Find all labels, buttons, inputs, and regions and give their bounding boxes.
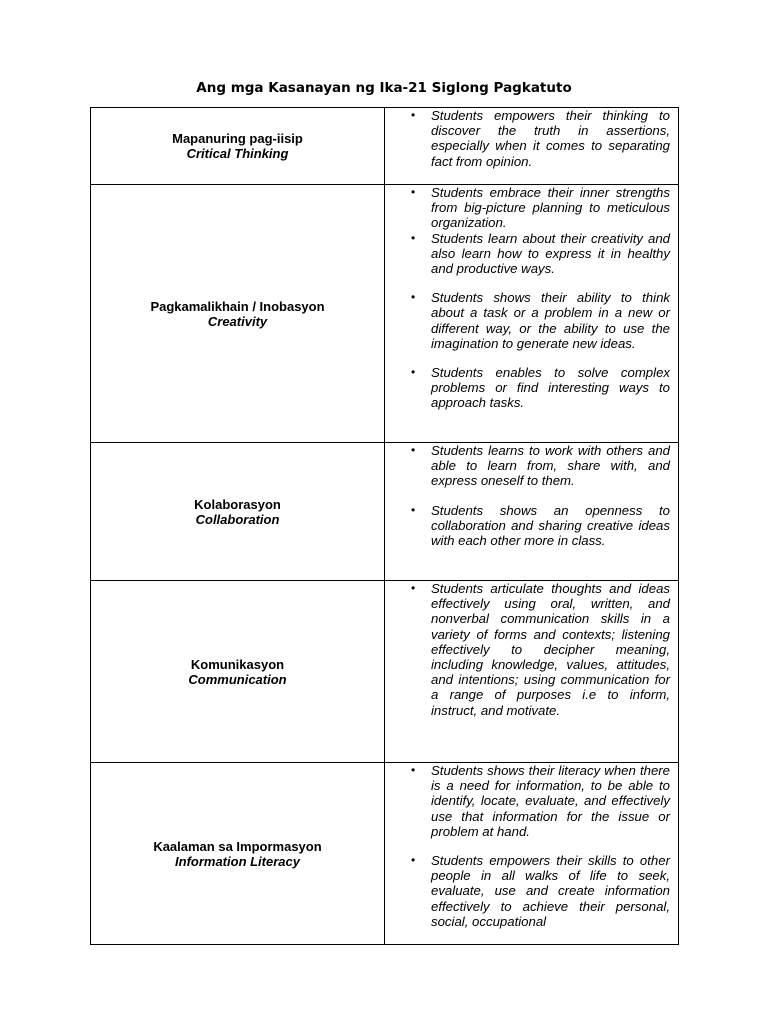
description-list bbox=[385, 581, 678, 718]
skill-english-name: Creativity bbox=[207, 313, 268, 329]
table-row bbox=[91, 185, 679, 443]
description-item: • Students empowers their skills to other people in all walks of life to seek, evaluate, use and create information effectively to achieve their personal, social, occupational bbox=[385, 853, 670, 929]
skill-description-cell bbox=[385, 763, 679, 945]
skill-name-cell bbox=[91, 108, 385, 185]
description-item: • Students shows their literacy when there is a need for information, to be able to identify, locate, evaluate, and effectively use that information for the issue or problem at hand. bbox=[385, 763, 670, 839]
skill-description-cell bbox=[385, 443, 679, 581]
skill-description-cell bbox=[385, 185, 679, 443]
skill-name-cell bbox=[91, 443, 385, 581]
skill-english-name: Critical Thinking bbox=[186, 146, 289, 161]
skill-english-name: Information Literacy bbox=[175, 853, 300, 869]
description-item: • Students empowers their thinking to discover the truth in assertions, especially when it comes to separating fact from opinion. bbox=[385, 108, 670, 169]
table-row bbox=[91, 108, 679, 185]
description-item: • Students learn about their creativity and also learn how to express it in healthy and productive ways. bbox=[385, 231, 670, 277]
skill-name-cell bbox=[91, 581, 385, 763]
description-item: • Students shows an openness to collaboration and sharing creative ideas with each other more in class. bbox=[385, 503, 670, 549]
description-item: • Students shows their ability to think about a task or a problem in a new or different way, or the ability to use the imagination to generate new ideas. bbox=[385, 290, 670, 351]
skill-description-cell bbox=[385, 108, 679, 185]
skill-name-cell bbox=[91, 763, 385, 945]
skills-table bbox=[90, 107, 679, 945]
description-item: • Students articulate thoughts and ideas effectively using oral, written, and nonverbal communication skills in a variety of forms and contexts; listening effectively to decipher meaning, including knowledge, values, attitudes, and intentions; using communication for a range of purposes i.e to inform, instruct, and motivate. bbox=[385, 581, 670, 718]
skill-filipino-name: Mapanuring pag-iisip bbox=[172, 131, 303, 146]
skill-filipino-name: Kaalaman sa Impormasyon bbox=[153, 838, 322, 854]
skill-filipino-name: Kolaborasyon bbox=[194, 496, 281, 512]
table-row bbox=[91, 443, 679, 581]
description-item: • Students embrace their inner strengths from big-picture planning to meticulous organization. bbox=[385, 185, 670, 231]
description-list bbox=[385, 185, 678, 411]
skill-filipino-name: Komunikasyon bbox=[190, 656, 285, 672]
description-list bbox=[385, 763, 678, 929]
document-title: Ang mga Kasanayan ng Ika-21 Siglong Pagkatuto bbox=[196, 80, 572, 96]
description-clip bbox=[385, 763, 678, 944]
skill-english-name: Collaboration bbox=[195, 511, 280, 527]
table-row bbox=[91, 763, 679, 945]
table-row bbox=[91, 581, 679, 763]
skill-description-cell bbox=[385, 581, 679, 763]
description-item: • Students enables to solve complex problems or find interesting ways to approach tasks. bbox=[385, 365, 670, 411]
skill-filipino-name: Pagkamalikhain / Inobasyon bbox=[150, 298, 325, 314]
skill-name-cell bbox=[91, 185, 385, 443]
description-item: • Students learns to work with others and able to learn from, share with, and express oneself to them. bbox=[385, 443, 670, 489]
skill-english-name: Communication bbox=[188, 671, 287, 687]
description-list bbox=[385, 108, 678, 169]
description-list bbox=[385, 443, 678, 548]
